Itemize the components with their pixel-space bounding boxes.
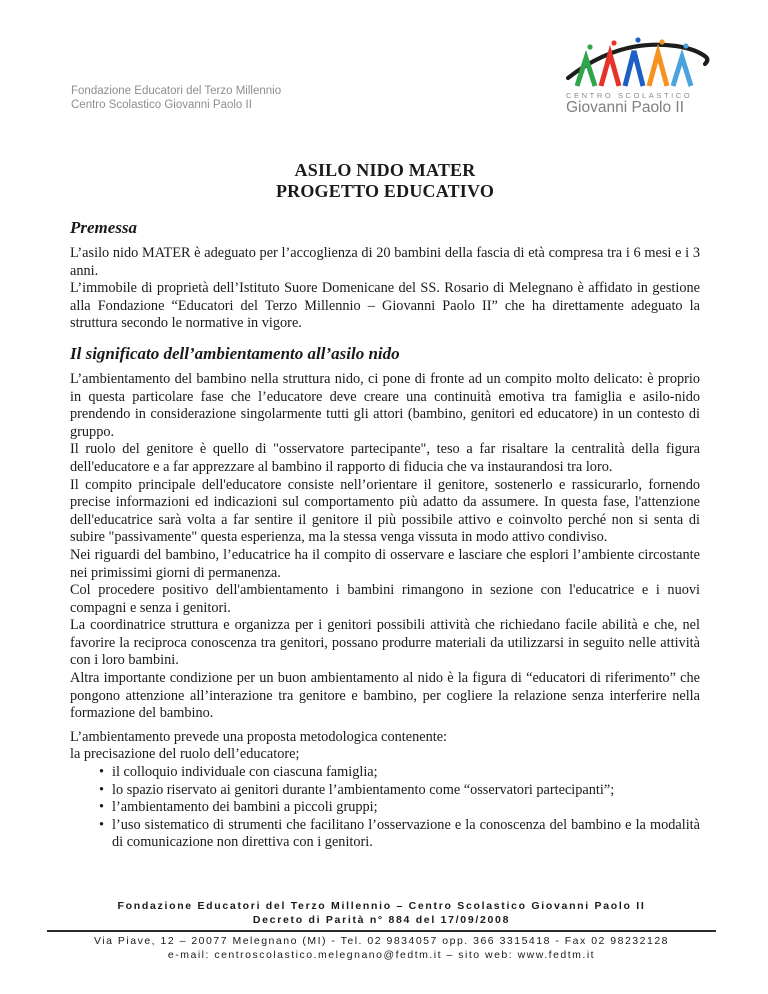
document-title <box>70 160 700 201</box>
bullet-marker: • <box>99 781 105 798</box>
header-organization <box>71 84 281 112</box>
bullet-text: l’uso sistematico di strumenti che facilitano l’osservazione e la conoscenza del bambino e la modalità di comunicazione non direttiva con i genitori. <box>112 816 700 851</box>
header-org-line1: Fondazione Educatori del Terzo Millennio <box>71 85 282 97</box>
paragraph: L’asilo nido MATER è adeguato per l’accoglienza di 20 bambini della fascia di età compresa tra i 6 mesi e i 3 anni. <box>70 245 700 279</box>
document-title-line1: ASILO NIDO MATER <box>294 160 476 180</box>
logo-figure <box>625 51 643 86</box>
bullet-marker: • <box>99 764 105 781</box>
logo-figure <box>601 54 619 86</box>
footer-contact-line: e-mail: centroscolastico.melegnano@fedtm.it – sito web: www.fedtm.it <box>167 949 596 961</box>
logo-figure <box>649 53 667 86</box>
logo-figure-head <box>683 43 688 48</box>
bullet-item <box>99 817 700 852</box>
school-logo <box>564 34 716 116</box>
logo-figure <box>673 57 691 86</box>
footer-address-line: Via Piave, 12 – 20077 Melegnano (MI) - Tel. 02 9834057 opp. 366 3315418 - Fax 02 98232128 <box>93 935 670 947</box>
logo-figure-head <box>659 39 664 44</box>
logo-caption: CENTRO SCOLASTICO <box>566 91 693 100</box>
bullet-item <box>99 764 700 782</box>
bullet-marker: • <box>99 816 105 833</box>
paragraph: L’ambientamento del bambino nella struttura nido, ci pone di fronte ad un compito molto delicato: è proprio in questa particolare fase che l’educatore deve creare una continuità emotiva tra famiglia e asilo-nido prendendo in considerazione singolarmente tutti gli attori (bambino, genitori ed educatore) in un contesto di gruppo. <box>70 370 700 440</box>
method-intro-line2: la precisazione del ruolo dell’educatore; <box>70 746 300 763</box>
section-heading-ambientamento: Il significato dell’ambientamento all’asilo nido <box>70 343 400 363</box>
bullet-text: il colloquio individuale con ciascuna famiglia; <box>112 764 378 781</box>
paragraph: Il ruolo del genitore è quello di "osservatore partecipante", teso a far risaltare la centralità della figura dell'educatore e a far apprezzare al bambino il rapporto di fiducia che va instaurandosi tra loro. <box>70 441 700 475</box>
logo-figure-head <box>611 40 616 45</box>
bullet-list <box>70 764 700 852</box>
footer-divider <box>47 930 716 932</box>
bullet-item <box>99 799 700 817</box>
footer-decree-line: Decreto di Parità n° 884 del 17/09/2008 <box>252 914 511 926</box>
footer-org-line: Fondazione Educatori del Terzo Millennio – Centro Scolastico Giovanni Paolo II <box>117 900 646 912</box>
method-intro-line1: L’ambientamento prevede una proposta metodologica contenente: <box>70 728 448 745</box>
paragraph: La coordinatrice struttura e organizza per i genitori possibili attività che richiedano facile abilità e che, nel favorire la reciproca conoscenza tra genitori, possano produrre materiali da utilizzarsi in seguito nelle attività con i loro bambini. <box>70 617 700 669</box>
paragraph: Il compito principale dell'educatore consiste nell’orientare il genitore, sostenerlo e rassicurarlo, fornendo precise informazioni ed indicazioni sul comportamento più adatto da assumere. In questa fase, l'attenzione dell'educatrice sarà volta a far sentire il genitore il più possibile attivo e coinvolto perché non si senta di subire "passivamente" questa esperienza, ma la stessa venga vissuta in modo attivo condiviso. <box>70 476 700 546</box>
page-footer <box>47 899 716 962</box>
document-title-line2: PROGETTO EDUCATIVO <box>275 180 495 201</box>
header-org-line2: Centro Scolastico Giovanni Paolo II <box>71 99 252 111</box>
bullet-marker: • <box>99 799 105 816</box>
bullet-text: lo spazio riservato ai genitori durante l’ambientamento come “osservatori partecipanti”; <box>112 781 615 798</box>
method-proposal <box>70 729 700 852</box>
logo-figure-head <box>587 44 592 49</box>
school-logo-graphic <box>564 34 714 90</box>
bullet-item <box>99 782 700 800</box>
paragraph: Col procedere positivo dell'ambientamento i bambini rimangono in sezione con l'educatrice e i nuovi compagni e senza i genitori. <box>70 582 700 616</box>
section-heading-premessa: Premessa <box>70 218 138 237</box>
paragraph: L’immobile di proprietà dell’Istituto Suore Domenicane del SS. Rosario di Melegnano è affidato in gestione alla Fondazione “Educatori del Terzo Millennio – Giovanni Paolo II” che ha direttamente adeguato la struttura secondo le normative in vigore. <box>70 280 700 332</box>
document-body <box>70 160 700 852</box>
paragraph: Nei riguardi del bambino, l’educatrice ha il compito di osservare e lasciare che esplori l’ambiente circostante nei primissimi giorni di permanenza. <box>70 546 700 581</box>
bullet-text: l’ambientamento dei bambini a piccoli gruppi; <box>112 799 378 816</box>
logo-wordmark: Giovanni Paolo II <box>566 99 685 116</box>
logo-figure-head <box>635 37 640 42</box>
paragraph: Altra importante condizione per un buon ambientamento al nido è la figura di “educatori di riferimento” che pongono attenzione all’interazione tra genitore e bambino, per cogliere la relazione senza interferire nella formazione del bambino. <box>70 670 700 722</box>
